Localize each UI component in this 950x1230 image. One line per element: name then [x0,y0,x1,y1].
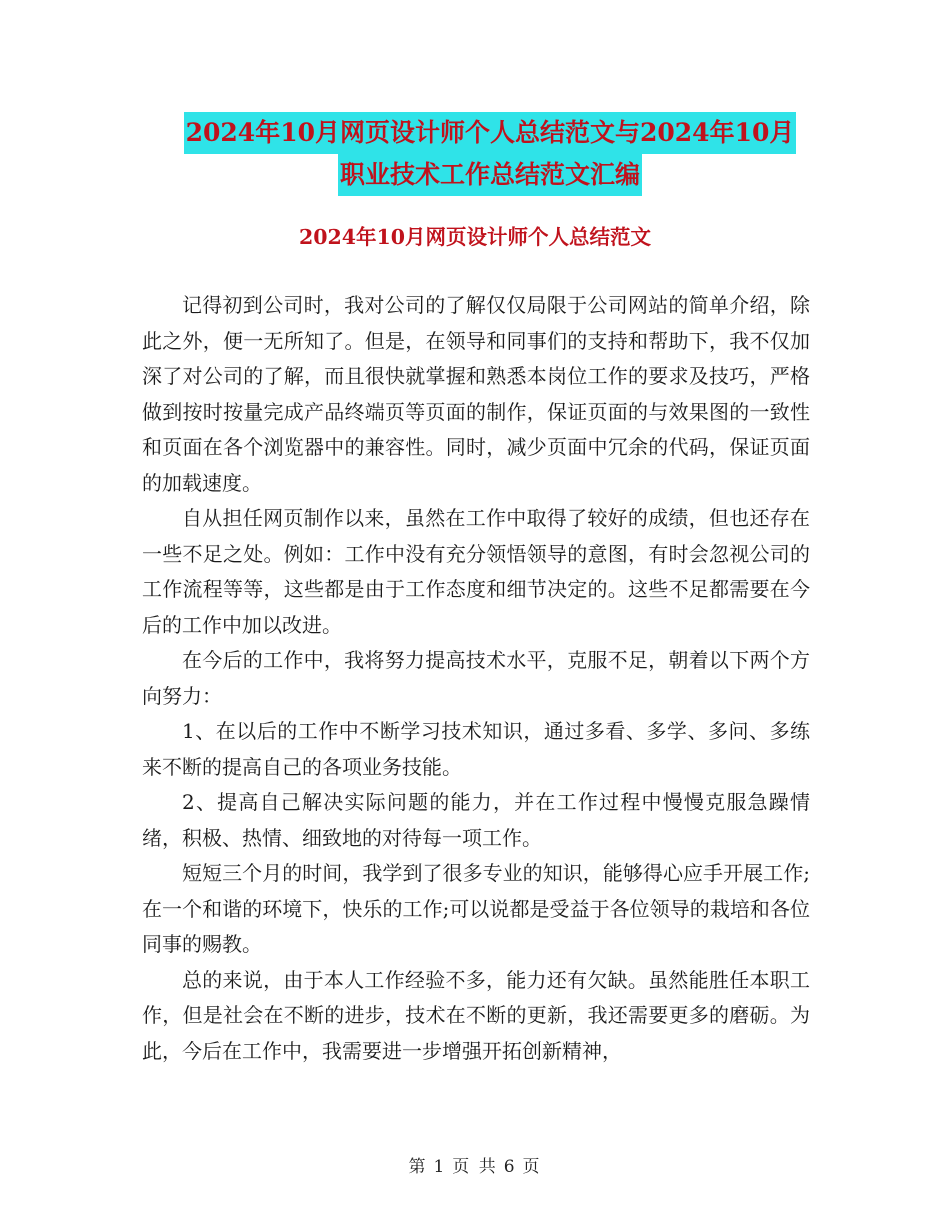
footer-suffix: 页 [522,1157,542,1177]
current-page-number: 1 [433,1157,447,1177]
paragraph-2: 自从担任网页制作以来，虽然在工作中取得了较好的成绩，但也还存在一些不足之处。例如：工作中没有充分领悟领导的意图，有时会忽视公司的工作流程等等，这些都是由于工作态度和细节决定的。这些不足都需要在今后的工作中加以改进。 [142,506,810,637]
document-body [142,288,810,1069]
paragraph-4: 1、在以后的工作中不断学习技术知识，通过多看、多学、多问、多练来不断的提高自己的各项业务技能。 [142,719,810,779]
title-line-1: 2024年10月网页设计师个人总结范文与2024年10月 [184,112,797,154]
total-pages-number: 6 [503,1157,517,1177]
paragraph-7: 总的来说，由于本人工作经验不多，能力还有欠缺。虽然能胜任本职工作，但是社会在不断的进步，技术在不断的更新，我还需要更多的磨砺。为此，今后在工作中，我需要进一步增强开拓创新精神， [142,967,810,1063]
document-title [140,112,840,196]
section-title: 2024年10月网页设计师个人总结范文 [298,225,652,249]
page-footer [0,1152,950,1177]
paragraph-3: 在今后的工作中，我将努力提高技术水平，克服不足，朝着以下两个方向努力： [142,648,810,708]
paragraph-5: 2、提高自己解决实际问题的能力，并在工作过程中慢慢克服急躁情绪，积极、热情、细致地的对待每一项工作。 [142,790,810,850]
footer-mid: 页 共 [452,1157,498,1177]
footer-prefix: 第 [408,1157,428,1177]
paragraph-6: 短短三个月的时间，我学到了很多专业的知识，能够得心应手开展工作;在一个和谐的环境下，快乐的工作;可以说都是受益于各位领导的栽培和各位同事的赐教。 [142,861,810,956]
paragraph-1: 记得初到公司时，我对公司的了解仅仅局限于公司网站的简单介绍，除此之外，便一无所知了。但是，在领导和同事们的支持和帮助下，我不仅加深了对公司的了解，而且很快就掌握和熟悉本岗位工作的要求及技巧，严格做到按时按量完成产品终端页等页面的制作，保证页面的与效果图的一致性和页面在各个浏览器中的兼容性。同时，减少页面中冗余的代码，保证页面的加载速度。 [142,293,810,495]
title-line-2: 职业技术工作总结范文汇编 [338,154,642,196]
